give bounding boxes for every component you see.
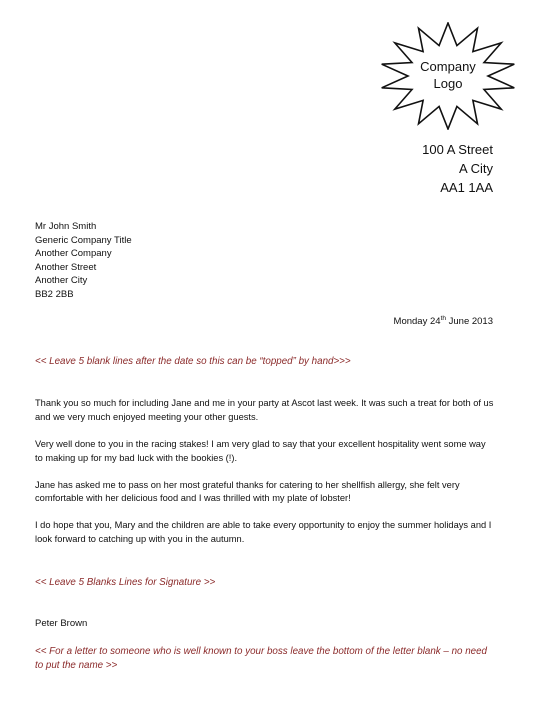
company-logo bbox=[378, 22, 518, 130]
recipient-city: Another City bbox=[35, 275, 88, 287]
recipient-street: Another Street bbox=[35, 261, 97, 273]
body-paragraph-1: Thank you so much for including Jane and me in your party at Ascot last week. It was such a treat for both of us and we very much enjoyed meeting your other guests. bbox=[35, 398, 494, 422]
sender-postcode: AA1 1AA bbox=[440, 180, 493, 195]
date-suffix: th bbox=[440, 314, 446, 322]
body-paragraph-3: Jane has asked me to pass on her most grateful thanks for catering to her shellfish allergy, she felt very comfortable with her delicious food and I was thrilled with my plate of lobster! bbox=[35, 479, 460, 504]
logo-line-1: Company bbox=[420, 59, 476, 74]
sender-address bbox=[422, 140, 493, 197]
letter-date bbox=[394, 316, 493, 327]
sender-street: 100 A Street bbox=[422, 142, 493, 157]
body-paragraph-4: I do hope that you, Mary and the children are able to take every opportunity to enjoy the summer holidays and I look forward to catching up with you in the autumn. bbox=[35, 520, 492, 545]
sender-city: A City bbox=[459, 161, 493, 176]
letter-body bbox=[35, 397, 495, 560]
date-weekday: Monday bbox=[393, 316, 428, 327]
note-signature-space: << Leave 5 Blanks Lines for Signature >> bbox=[35, 577, 216, 588]
body-paragraph-2: Very well done to you in the racing stakes! I am very glad to say that your excellent hospitality went some way to making up for my bad luck with the bookies (!). bbox=[35, 438, 486, 463]
recipient-title: Generic Company Title bbox=[35, 234, 132, 246]
logo-line-2: Logo bbox=[433, 76, 463, 91]
recipient-name: Mr John Smith bbox=[35, 221, 97, 232]
date-day: 24 bbox=[429, 316, 441, 327]
recipient-address bbox=[35, 220, 132, 302]
note-after-date: << Leave 5 blank lines after the date so this can be “topped” by hand>>> bbox=[35, 356, 351, 367]
recipient-postcode: BB2 2BB bbox=[35, 288, 74, 300]
note-closing: << For a letter to someone who is well known to your boss leave the bottom of the letter blank – no need to put the name >> bbox=[35, 646, 488, 671]
signature-name: Peter Brown bbox=[35, 618, 88, 629]
recipient-company: Another Company bbox=[35, 248, 112, 260]
logo-text bbox=[378, 58, 518, 92]
date-month-year: June 2013 bbox=[448, 316, 493, 327]
